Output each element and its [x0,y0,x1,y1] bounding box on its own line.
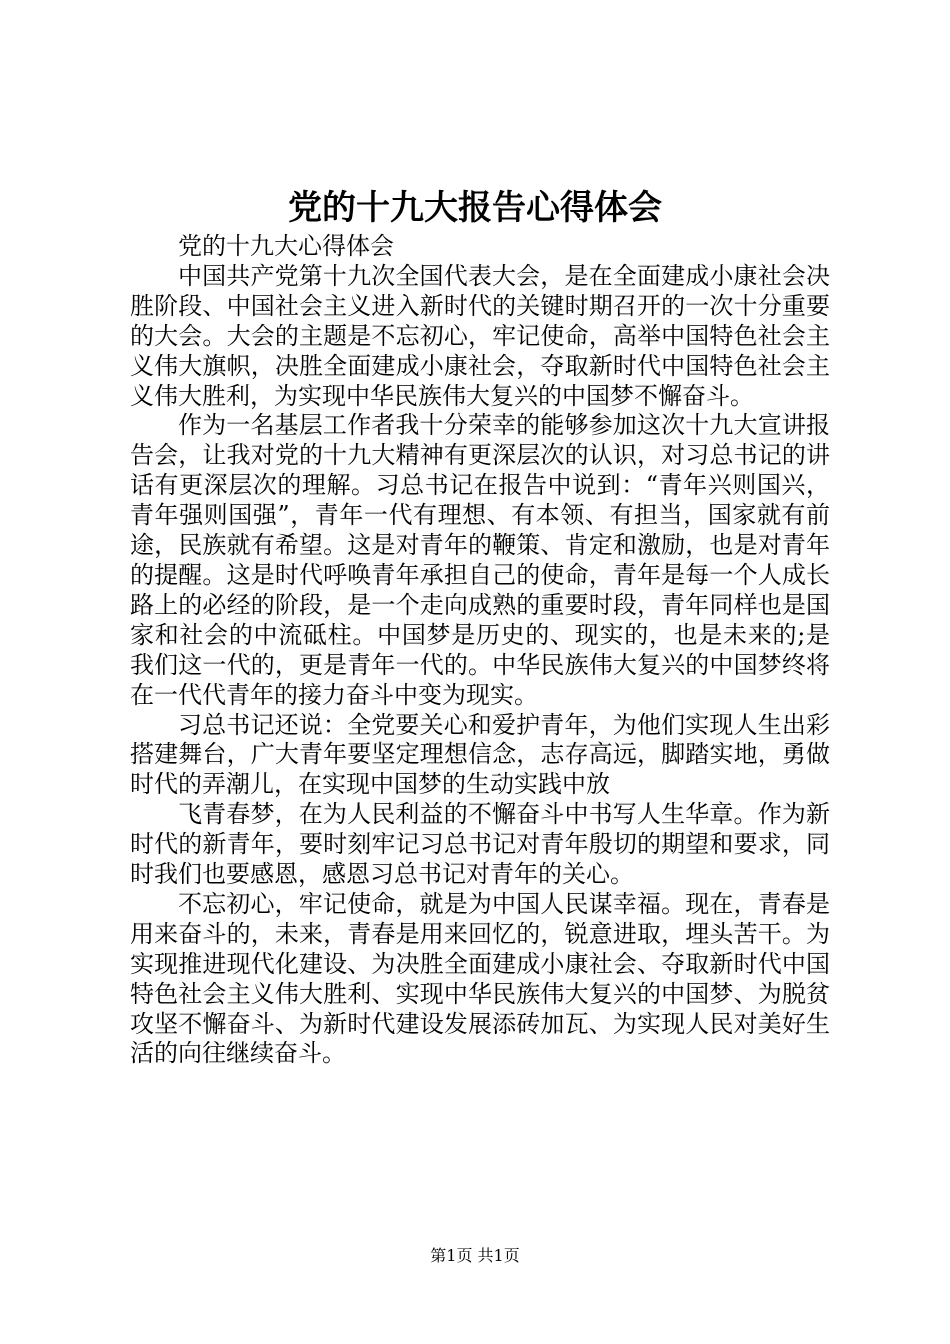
document-title: 党的十九大报告心得体会 [288,188,662,228]
page-footer: 第1页 共1页 [430,1246,520,1265]
body-paragraph: 不忘初心，牢记使命，就是为中国人民谋幸福。现在，青春是用来奋斗的，未来，青春是用来回忆的，锐意进取，埋头苦干。为实现推进现代化建设、为决胜全面建成小康社会、夺取新时代中国特色社会主义伟大胜利、实现中华民族伟大复兴的中国梦、为脱贫攻坚不懈奋斗、为新时代建设发展添砖加瓦、为实现人民对美好生活的向往继续奋斗。 [130,889,830,1068]
body-paragraph: 作为一名基层工作者我十分荣幸的能够参加这次十九大宣讲报告会，让我对党的十九大精神有更深层次的认识，对习总书记的讲话有更深层次的理解。习总书记在报告中说到：“青年兴则国兴，青年强则国强”，青年一代有理想、有本领、有担当，国家就有前途，民族就有希望。这是对青年的鞭策、肯定和激励，也是对青年的提醒。这是时代呼唤青年承担自己的使命，青年是每一个人成长路上的必经的阶段，是一个走向成熟的重要时段，青年同样也是国家和社会的中流砥柱。中国梦是历史的、现实的，也是未来的;是我们这一代的，更是青年一代的。中华民族伟大复兴的中国梦终将在一代代青年的接力奋斗中变为现实。 [130,411,830,709]
document-body [130,232,830,1069]
subtitle-paragraph: 党的十九大心得体会 [178,232,394,260]
body-paragraph: 飞青春梦，在为人民利益的不懈奋斗中书写人生华章。作为新时代的新青年，要时刻牢记习总书记对青年殷切的期望和要求，同时我们也要感恩，感恩习总书记对青年的关心。 [130,800,830,889]
body-paragraph: 习总书记还说：全党要关心和爱护青年，为他们实现人生出彩搭建舞台，广大青年要坚定理想信念，志存高远，脚踏实地，勇做时代的弄潮儿，在实现中国梦的生动实践中放 [130,710,830,799]
body-paragraph: 中国共产党第十九次全国代表大会，是在全面建成小康社会决胜阶段、中国社会主义进入新时代的关键时期召开的一次十分重要的大会。大会的主题是不忘初心，牢记使命，高举中国特色社会主义伟大旗帜，决胜全面建成小康社会，夺取新时代中国特色社会主义伟大胜利，为实现中华民族伟大复兴的中国梦不懈奋斗。 [130,261,830,410]
